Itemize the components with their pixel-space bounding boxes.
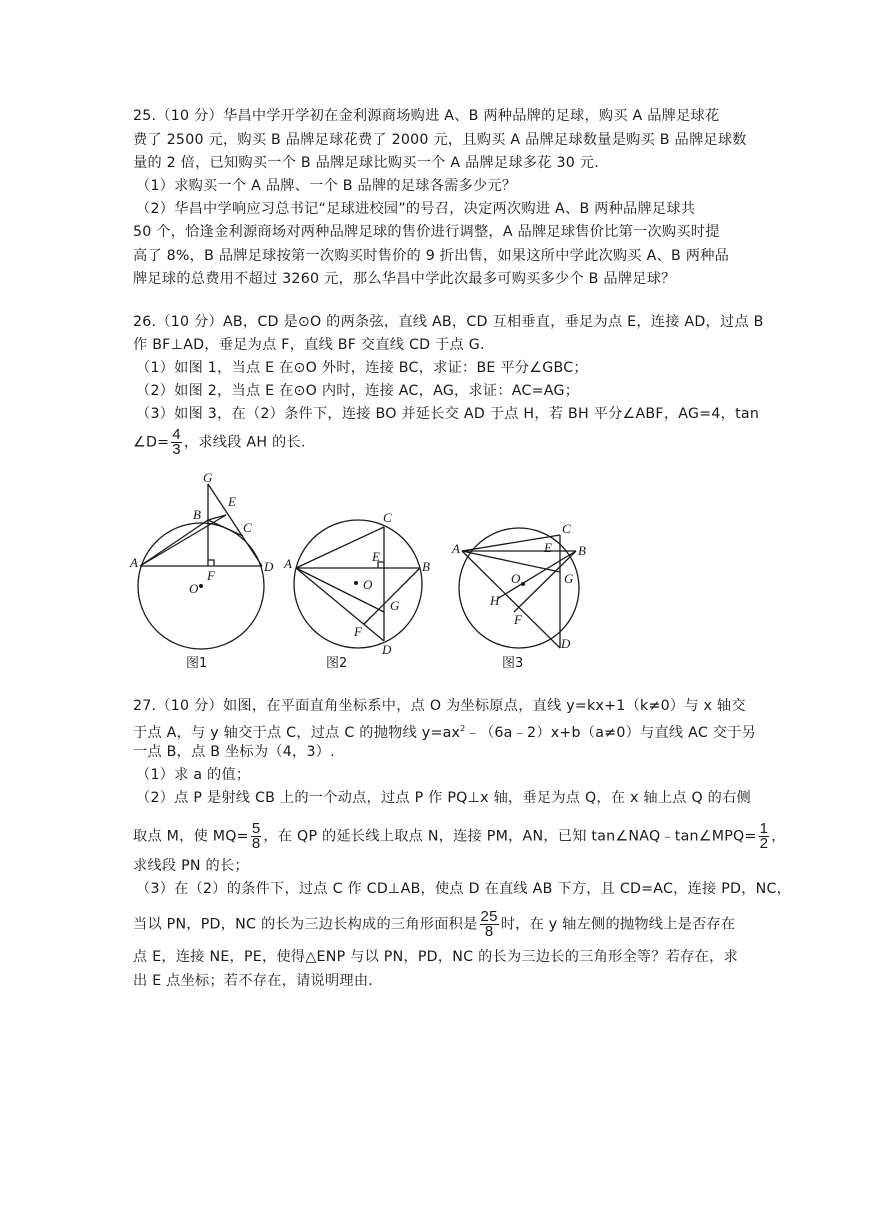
q26-line-6 (133, 428, 306, 457)
fraction-numerator: 4 (172, 426, 181, 443)
circle-o (459, 528, 579, 648)
q27-text: ，在 QP 的延长线上取点 N，连接 PM，AN，已知 tan∠NAQ﹣tan∠MPQ= (263, 828, 757, 845)
point-label-c: C (243, 520, 252, 535)
point-label-o: O (511, 571, 521, 586)
point-label-h: H (490, 593, 500, 608)
q27-line-9 (133, 910, 735, 939)
q27-line-2 (133, 719, 756, 743)
fraction-denominator: 8 (484, 923, 494, 940)
q27-line-7: 求线段 PN 的长； (133, 858, 249, 874)
point-label-g: G (564, 571, 574, 586)
center-dot (199, 584, 203, 588)
q25-line-5: （2）华昌中学响应习总书记“足球进校园”的号召，决定两次购进 A、B 两种品牌足球共 (136, 201, 696, 217)
q27-line-5: （2）点 P 是射线 CB 上的一个动点，过点 P 作 PQ⊥x 轴，垂足为点 Q，在 x 轴上点 Q 的右侧 (136, 790, 751, 806)
line-ab (140, 520, 208, 566)
q27-text: 时，在 y 轴左侧的抛物线上是否存在 (500, 916, 736, 933)
point-label-b: B (578, 543, 586, 558)
point-label-e: E (228, 494, 236, 509)
figure-2-caption: 图2 (326, 656, 348, 671)
point-label-d: D (382, 642, 392, 657)
point-label-f: F (514, 612, 522, 627)
q26-line-2: 作 BF⊥AD，垂足为点 F，直线 BF 交直线 CD 于点 G. (133, 337, 485, 353)
point-label-d: D (561, 636, 571, 651)
q27-line-8: （3）在（2）的条件下，过点 C 作 CD⊥AB，使点 D 在直线 AB 下方，且 CD=AC，连接 PD，NC， (136, 881, 792, 897)
q26-line-5: （3）如图 3，在（2）条件下，连接 BO 并延长交 AD 于点 H，若 BH 平分∠ABF，AG=4，tan (136, 406, 760, 422)
fraction-denominator: 3 (172, 441, 181, 458)
superscript: 2 (460, 724, 466, 733)
point-label-b: B (193, 507, 201, 522)
fraction-numerator: 5 (251, 820, 261, 837)
fraction-denominator: 8 (251, 835, 261, 852)
q27-text: 当以 PN，PD，NC 的长为三边长构成的三角形面积是 (133, 916, 478, 933)
point-label-f: F (354, 624, 362, 639)
point-label-c: C (383, 510, 392, 525)
line-be (208, 515, 226, 520)
q26-text: ∠D= (133, 434, 170, 451)
figure-1-caption: 图1 (186, 656, 208, 671)
point-label-e: E (544, 540, 552, 555)
q27-text: ， (771, 828, 786, 845)
q25-line-2: 费了 2500 元，购买 B 品牌足球花费了 2000 元，且购买 A 品牌足球数量是购买 B 品牌足球数 (133, 132, 747, 148)
q27-line-3: 一点 B，点 B 坐标为（4，3）. (133, 744, 335, 760)
q27-line-11: 出 E 点坐标；若不存在，请说明理由. (133, 973, 374, 989)
right-angle-mark (208, 560, 214, 566)
point-label-a: A (284, 556, 292, 571)
line-bf (364, 568, 420, 624)
point-label-d: D (264, 559, 274, 574)
q27-text: ﹣（6a﹣2）x+b（a≠0）与直线 AC 交于另 (465, 725, 757, 741)
line-ac (296, 527, 384, 568)
fraction-numerator: 1 (759, 820, 769, 837)
center-dot (354, 581, 358, 585)
point-label-a: A (130, 555, 138, 570)
point-label-g: G (390, 598, 400, 613)
point-label-o: O (189, 581, 199, 596)
figure-3-caption: 图3 (502, 656, 524, 671)
q26-line-3: （1）如图 1，当点 E 在⊙O 外时，连接 BC，求证：BE 平分∠GBC； (136, 360, 588, 376)
fraction (759, 822, 770, 851)
fraction (480, 910, 499, 939)
q25-line-4: （1）求购买一个 A 品牌、一个 B 品牌的足球各需多少元？ (136, 178, 517, 194)
line-ae (140, 515, 226, 566)
point-label-g: G (203, 470, 213, 485)
center-dot (521, 582, 525, 586)
q25-line-8: 牌足球的总费用不超过 3260 元，那么华昌中学此次最多可购买多少个 B 品牌足球？ (133, 271, 676, 287)
q26-text: ，求线段 AH 的长. (183, 434, 306, 451)
fraction-numerator: 25 (480, 908, 498, 925)
q25-line-3: 量的 2 倍，已知购买一个 B 品牌足球比购买一个 A 品牌足球多花 30 元. (133, 155, 599, 171)
q26-line-4: （2）如图 2，当点 E 在⊙O 内时，连接 AC，AG，求证：AC=AG； (136, 383, 580, 399)
fraction-denominator: 2 (759, 835, 769, 852)
q25-line-7: 高了 8%，B 品牌足球按第一次购买时售价的 9 折出售，如果这所中学此次购买 A、B 两种品 (133, 248, 730, 264)
point-label-b: B (422, 559, 430, 574)
q25-line-1: 25.（10 分）华昌中学开学初在金利源商场购进 A、B 两种品牌的足球，购买 A 品牌足球花 (133, 108, 720, 124)
fraction (171, 428, 182, 457)
point-label-c: C (562, 521, 571, 536)
point-label-o: O (363, 577, 373, 592)
q26-line-1: 26.（10 分）AB，CD 是⊙O 的两条弦，直线 AB，CD 互相垂直，垂足为点 E，连接 AD，过点 B (133, 314, 764, 330)
q27-line-6 (133, 822, 786, 851)
q27-text: 取点 M，使 MQ= (133, 828, 249, 845)
figure-1 (138, 484, 264, 649)
point-label-f: F (207, 568, 215, 583)
q25-line-6: 50 个，恰逢金利源商场对两种品牌足球的售价进行调整，A 品牌足球售价比第一次购买时提 (133, 224, 720, 240)
figure-3 (459, 528, 579, 648)
q27-line-10: 点 E，连接 NE，PE，使得△ENP 与以 PN，PD，NC 的长为三边长的三角形全等？若存在，求 (133, 949, 738, 965)
point-label-a: A (452, 541, 460, 556)
fraction (251, 822, 262, 851)
line-ad (462, 551, 560, 648)
q27-line-1: 27.（10 分）如图，在平面直角坐标系中，点 O 为坐标原点，直线 y=kx+1（k≠0）与 x 轴交 (133, 698, 746, 714)
q27-line-4: （1）求 a 的值； (136, 767, 251, 783)
q27-text: 于点 A，与 y 轴交于点 C，过点 C 的抛物线 y=ax (133, 725, 461, 741)
point-label-e: E (372, 549, 380, 564)
geometry-figures (0, 465, 869, 695)
